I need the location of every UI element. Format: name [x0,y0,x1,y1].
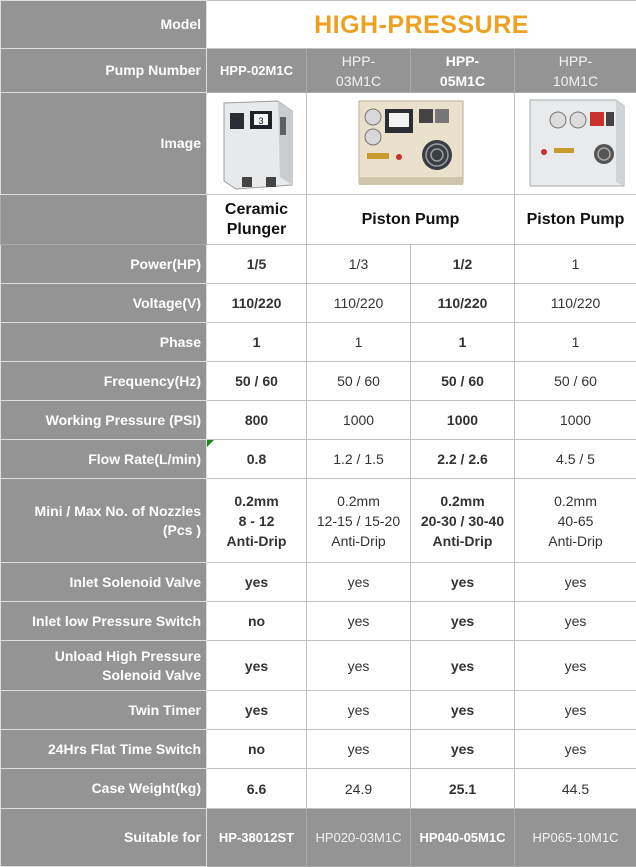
row-case-weight [1,769,636,809]
flat-time-4: yes [515,730,636,769]
label-image: Image [1,93,207,195]
pump-number-4-line2: 10M1C [515,71,636,91]
unload-4: yes [515,641,636,691]
image-cell-1 [207,93,307,195]
svg-text:3: 3 [258,116,263,126]
label-suitable-for: Suitable for [1,809,207,867]
nozzles-3-size: 0.2mm [411,491,514,511]
flow-rate-3: 2.2 / 2.6 [411,440,515,479]
row-twin-timer [1,691,636,730]
nozzles-4-size: 0.2mm [515,491,636,511]
pump-type-ceramic-line1: Ceramic [207,200,306,220]
frequency-3: 50 / 60 [411,362,515,401]
pump-number-1-text: HPP-02M1C [220,63,293,78]
inlet-solenoid-4: yes [515,563,636,602]
pump-type-piston-1: Piston Pump [307,195,515,245]
label-voltage: Voltage(V) [1,284,207,323]
flat-time-2: yes [307,730,411,769]
unload-2: yes [307,641,411,691]
voltage-1: 110/220 [207,284,307,323]
unload-1: yes [207,641,307,691]
working-pressure-1: 800 [207,401,307,440]
pump-number-3-line2: 05M1C [411,71,514,91]
image-cell-2 [307,93,515,195]
nozzles-3 [411,479,515,563]
pump-photo-piston-small [355,97,467,191]
row-pump-type [1,195,636,245]
label-nozzles-line2: (Pcs ) [1,521,201,540]
row-pump-number [1,49,636,93]
label-inlet-low-pressure: Inlet low Pressure Switch [1,602,207,641]
pump-number-1 [207,49,307,93]
phase-2: 1 [307,323,411,362]
nozzles-4-drip: Anti-Drip [515,531,636,551]
flat-time-1: no [207,730,307,769]
power-4: 1 [515,245,636,284]
phase-1: 1 [207,323,307,362]
row-power [1,245,636,284]
working-pressure-3: 1000 [411,401,515,440]
label-phase: Phase [1,323,207,362]
pump-number-2-line1: HPP- [307,51,410,71]
power-2: 1/3 [307,245,411,284]
flow-rate-1 [207,440,307,479]
phase-3: 1 [411,323,515,362]
inlet-solenoid-1: yes [207,563,307,602]
pump-number-4-line1: HPP- [515,51,636,71]
row-unload [1,641,636,691]
nozzles-1-drip: Anti-Drip [207,531,306,551]
inlet-low-pressure-2: yes [307,602,411,641]
nozzles-4-range: 40-65 [515,511,636,531]
label-model: Model [1,1,207,49]
case-weight-1: 6.6 [207,769,307,809]
row-inlet-low-pressure [1,602,636,641]
pump-number-2-line2: 03M1C [307,71,410,91]
voltage-4: 110/220 [515,284,636,323]
unload-3: yes [411,641,515,691]
power-3: 1/2 [411,245,515,284]
nozzles-2-size: 0.2mm [307,491,410,511]
row-model [1,1,636,49]
nozzles-3-drip: Anti-Drip [411,531,514,551]
pump-type-piston-2: Piston Pump [515,195,636,245]
case-weight-2: 24.9 [307,769,411,809]
inlet-solenoid-2: yes [307,563,411,602]
row-flow-rate [1,440,636,479]
label-working-pressure: Working Pressure (PSI) [1,401,207,440]
pump-type-label-empty [1,195,207,245]
twin-timer-4: yes [515,691,636,730]
voltage-3: 110/220 [411,284,515,323]
label-frequency: Frequency(Hz) [1,362,207,401]
row-inlet-solenoid [1,563,636,602]
suitable-for-3: HP040-05M1C [411,809,515,867]
row-working-pressure [1,401,636,440]
row-suitable-for [1,809,636,867]
row-voltage [1,284,636,323]
nozzles-1-size: 0.2mm [207,491,306,511]
inlet-low-pressure-1: no [207,602,307,641]
flow-rate-2: 1.2 / 1.5 [307,440,411,479]
working-pressure-4: 1000 [515,401,636,440]
row-flat-time [1,730,636,769]
twin-timer-2: yes [307,691,411,730]
label-pump-number: Pump Number [1,49,207,93]
label-unload-line1: Unload High Pressure [1,647,201,666]
flat-time-3: yes [411,730,515,769]
case-weight-4: 44.5 [515,769,636,809]
label-flow-rate: Flow Rate(L/min) [1,440,207,479]
case-weight-3: 25.1 [411,769,515,809]
power-1: 1/5 [207,245,307,284]
nozzles-2-drip: Anti-Drip [307,531,410,551]
label-twin-timer: Twin Timer [1,691,207,730]
label-case-weight: Case Weight(kg) [1,769,207,809]
working-pressure-2: 1000 [307,401,411,440]
pump-number-3 [411,49,515,93]
frequency-4: 50 / 60 [515,362,636,401]
suitable-for-1: HP-38012ST [207,809,307,867]
twin-timer-1: yes [207,691,307,730]
pump-type-ceramic-line2: Plunger [207,220,306,240]
model-title: HIGH-PRESSURE [207,1,636,49]
pump-number-2 [307,49,411,93]
twin-timer-3: yes [411,691,515,730]
pump-number-3-line1: HPP- [411,51,514,71]
pump-number-4 [515,49,636,93]
inlet-solenoid-3: yes [411,563,515,602]
nozzles-4 [515,479,636,563]
nozzles-3-range: 20-30 / 30-40 [411,511,514,531]
image-cell-3 [515,93,636,195]
pump-photo-piston-large [524,96,628,192]
nozzles-2-range: 12-15 / 15-20 [307,511,410,531]
label-nozzles [1,479,207,563]
row-nozzles [1,479,636,563]
nozzles-1 [207,479,307,563]
inlet-low-pressure-4: yes [515,602,636,641]
pump-photo-ceramic [216,97,298,191]
phase-4: 1 [515,323,636,362]
row-image [1,93,636,195]
suitable-for-2: HP020-03M1C [307,809,411,867]
flow-rate-1-text: 0.8 [247,451,266,467]
suitable-for-4: HP065-10M1C [515,809,636,867]
inlet-low-pressure-3: yes [411,602,515,641]
pump-type-ceramic [207,195,307,245]
flow-rate-4: 4.5 / 5 [515,440,636,479]
label-nozzles-line1: Mini / Max No. of Nozzles [1,502,201,521]
label-flat-time: 24Hrs Flat Time Switch [1,730,207,769]
label-unload [1,641,207,691]
label-unload-line2: Solenoid Valve [1,666,201,685]
frequency-2: 50 / 60 [307,362,411,401]
row-frequency [1,362,636,401]
row-phase [1,323,636,362]
nozzles-1-range: 8 - 12 [207,511,306,531]
label-inlet-solenoid: Inlet Solenoid Valve [1,563,207,602]
nozzles-2 [307,479,411,563]
frequency-1: 50 / 60 [207,362,307,401]
voltage-2: 110/220 [307,284,411,323]
comment-flag-icon [207,440,214,447]
label-power: Power(HP) [1,245,207,284]
